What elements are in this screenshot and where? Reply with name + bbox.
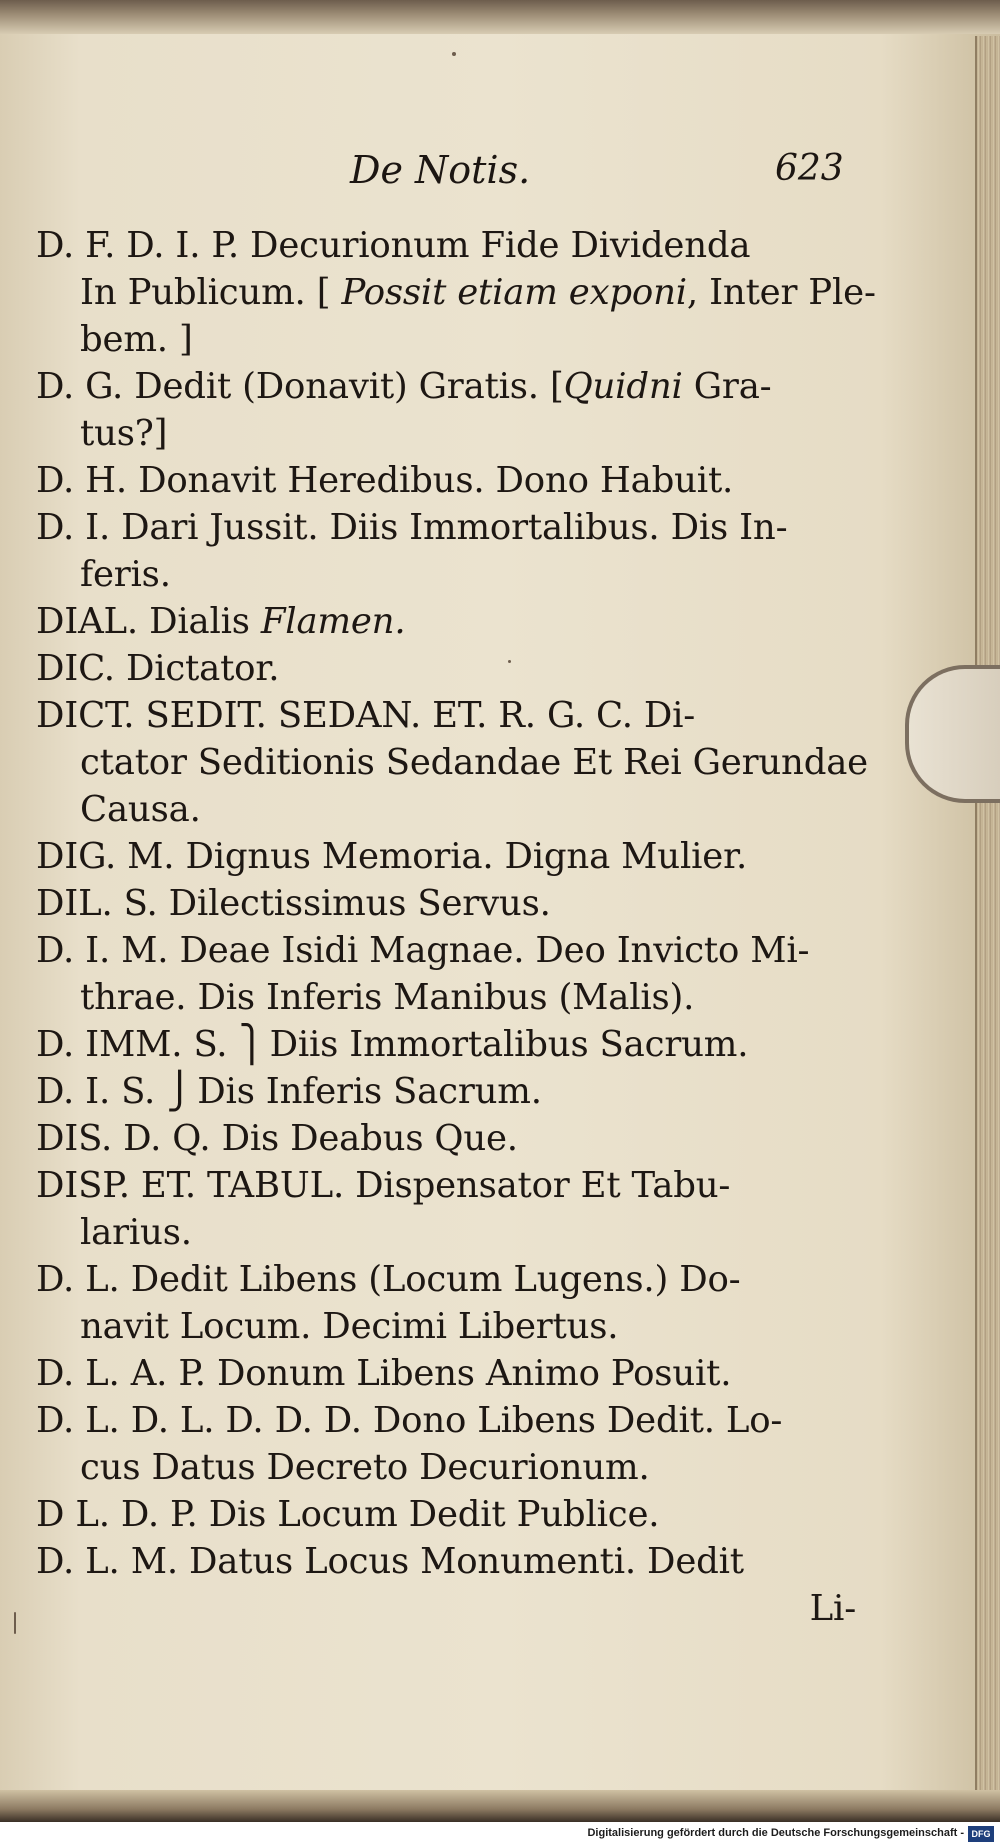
italic-text: Flamen. (260, 601, 406, 642)
text-segment: D. L. A. P. Donum Libens Animo Posuit. (36, 1353, 732, 1394)
text-line (36, 1068, 856, 1115)
text-segment: D. I. Dari Jussit. Diis Immortalibus. Dis In- (36, 507, 788, 548)
digitization-footer (0, 1822, 1000, 1848)
text-segment: DIAL. Dialis (36, 601, 261, 642)
text-segment: DIL. S. Dilectissimus Servus. (36, 883, 551, 924)
text-segment: Gra- (682, 366, 772, 407)
text-segment: tus?] (80, 413, 168, 454)
text-segment: D. L. M. Datus Locus Monumenti. Dedit (36, 1541, 744, 1582)
text-line (36, 1491, 856, 1538)
paper-speck (14, 1612, 16, 1634)
text-segment: In Publicum. [ (80, 272, 342, 313)
text-segment: D. G. Dedit (Donavit) Gratis. [ (36, 366, 564, 407)
text-segment: D. L. D. L. D. D. D. Dono Libens Dedit. Lo- (36, 1400, 783, 1441)
italic-text: Quidni (563, 366, 683, 407)
text-line (36, 1397, 856, 1444)
text-segment: Diis Immortalibus Sacrum. (258, 1024, 749, 1065)
text-line (36, 551, 856, 598)
paper-speck (508, 660, 511, 663)
paper-speck (452, 52, 456, 56)
text-line (36, 363, 856, 410)
italic-text: Possit etiam exponi (341, 272, 687, 313)
text-segment: D. H. Donavit Heredibus. Dono Habuit. (36, 460, 734, 501)
text-line (36, 504, 856, 551)
text-line (36, 974, 856, 1021)
text-line (36, 1538, 856, 1585)
text-line (36, 927, 856, 974)
text-line (36, 786, 856, 833)
text-segment: DIG. M. Dignus Memoria. Digna Mulier. (36, 836, 748, 877)
page-clip (905, 665, 1000, 803)
text-segment: DIS. D. Q. Dis Deabus Que. (36, 1118, 518, 1159)
text-segment: D. I. M. Deae Isidi Magnae. Deo Invicto Mi- (36, 930, 810, 971)
text-line (36, 1585, 856, 1632)
page-fore-edge (975, 36, 1000, 1796)
text-line (36, 692, 856, 739)
text-line (36, 1444, 856, 1491)
text-segment: Causa. (80, 789, 201, 830)
text-line (36, 645, 856, 692)
text-segment: D. F. D. I. P. Decurionum Fide Dividenda (36, 225, 751, 266)
text-line (36, 1256, 856, 1303)
text-segment: D. IMM. S. (36, 1024, 239, 1065)
text-segment: , Inter Ple- (686, 272, 876, 313)
text-segment: D. I. S. (36, 1071, 167, 1112)
text-segment: feris. (80, 554, 171, 595)
text-line (36, 739, 868, 786)
text-line (36, 1021, 856, 1068)
text-line (36, 316, 856, 363)
page-bottom-edge (0, 1790, 1000, 1822)
text-segment: DIC. Dictator. (36, 648, 280, 689)
text-segment: D. L. Dedit Libens (Locum Lugens.) Do- (36, 1259, 741, 1300)
text-line (36, 833, 856, 880)
funding-credit: Digitalisierung gefördert durch die Deutsche Forschungsgemeinschaft - (587, 1827, 964, 1839)
text-line (36, 880, 856, 927)
text-segment: thrae. Dis Inferis Manibus (Malis). (80, 977, 695, 1018)
text-segment: DISP. ET. TABUL. Dispensator Et Tabu- (36, 1165, 731, 1206)
brace-glyph: ⎭ (166, 1071, 193, 1112)
text-line (36, 222, 856, 269)
text-segment: Li- (809, 1588, 856, 1629)
text-line (36, 598, 856, 645)
running-title: De Notis. (350, 148, 531, 192)
page-top-edge (0, 0, 1000, 34)
page-number: 623 (775, 148, 844, 189)
text-segment: Dis Inferis Sacrum. (186, 1071, 542, 1112)
text-segment: DICT. SEDIT. SEDAN. ET. R. G. C. Di- (36, 695, 696, 736)
dfg-logo: DFG (968, 1826, 994, 1842)
text-line (36, 1115, 856, 1162)
text-segment: bem. ] (80, 319, 193, 360)
text-segment: D L. D. P. Dis Locum Dedit Publice. (36, 1494, 660, 1535)
text-segment: larius. (80, 1212, 192, 1253)
text-line (36, 410, 856, 457)
text-line (36, 457, 856, 504)
text-line (36, 269, 876, 316)
page-header (0, 148, 1000, 198)
text-line (36, 1303, 856, 1350)
text-segment: ctator Seditionis Sedandae Et Rei Gerundae (80, 742, 868, 783)
brace-glyph: ⎫ (238, 1024, 265, 1065)
text-segment: cus Datus Decreto Decurionum. (80, 1447, 650, 1488)
text-segment: navit Locum. Decimi Libertus. (80, 1306, 619, 1347)
abbreviation-list (36, 222, 876, 1632)
text-line (36, 1350, 856, 1397)
text-line (36, 1162, 856, 1209)
text-line (36, 1209, 856, 1256)
